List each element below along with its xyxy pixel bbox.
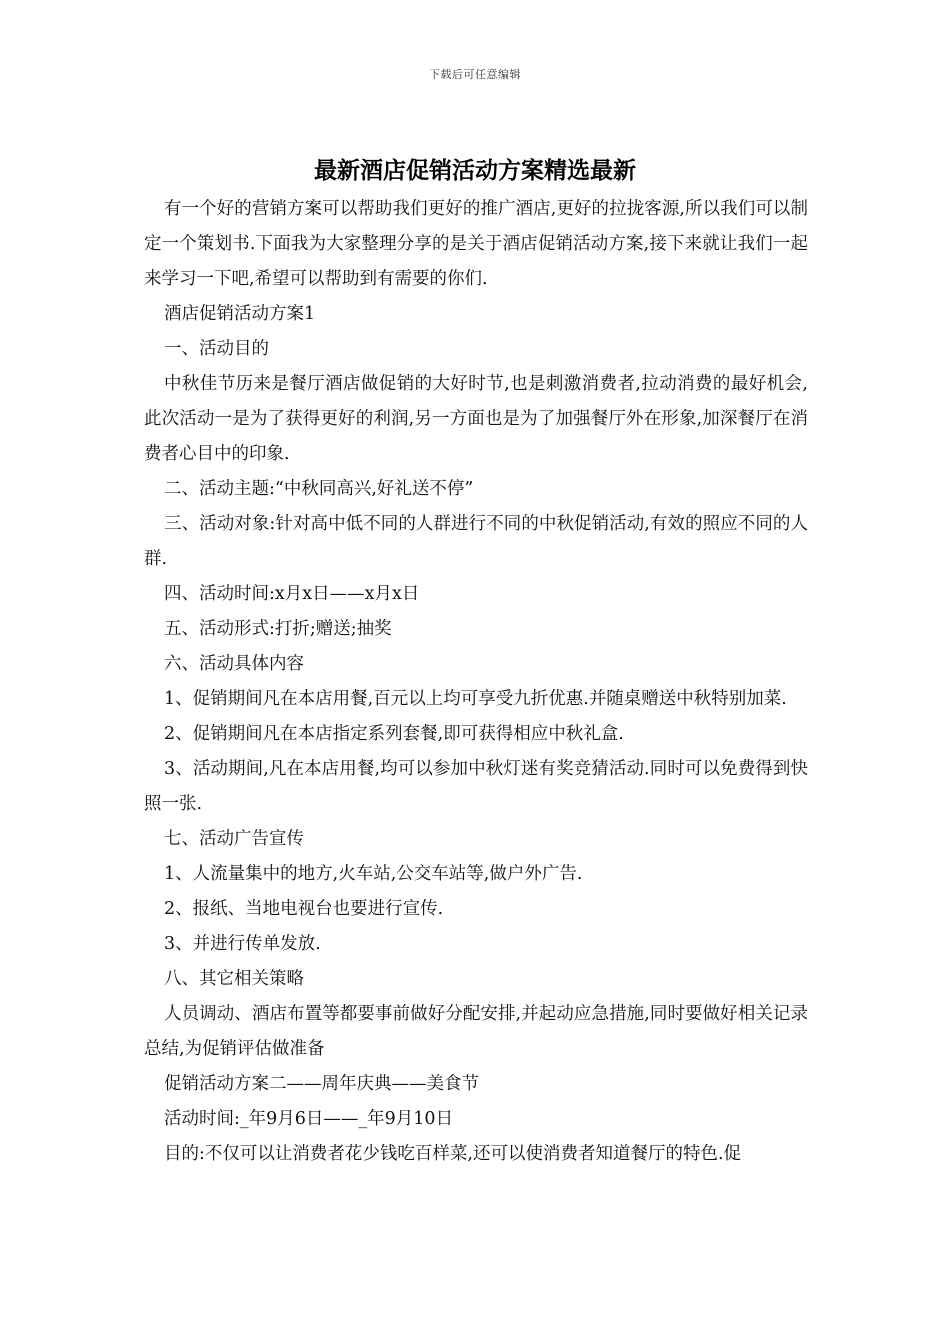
- paragraph: 五、活动形式:打折;赠送;抽奖: [164, 619, 392, 639]
- paragraph: 二、活动主题:“中秋同高兴,好礼送不停”: [164, 479, 474, 499]
- paragraph: 3、活动期间,凡在本店用餐,均可以参加中秋灯迷有奖竞猜活动.同时可以免费得到快照一张.: [144, 759, 808, 814]
- document-body: [144, 192, 808, 1172]
- paragraph: 活动时间:_年9月6日——_年9月10日: [164, 1109, 454, 1129]
- paragraph: 人员调动、酒店布置等都要事前做好分配安排,并起动应急措施,同时要做好相关记录总结,为促销评估做准备: [144, 1004, 808, 1059]
- paragraph: 1、人流量集中的地方,火车站,公交车站等,做户外广告.: [164, 864, 583, 884]
- paragraph: 促销活动方案二——周年庆典——美食节: [164, 1074, 479, 1094]
- paragraph: 八、其它相关策略: [164, 969, 304, 989]
- paragraph: 3、并进行传单发放.: [164, 934, 321, 954]
- paragraph: 1、促销期间凡在本店用餐,百元以上均可享受九折优惠.并随桌赠送中秋特别加菜.: [164, 689, 787, 709]
- paragraph: 目的:不仅可以让消费者花少钱吃百样菜,还可以使消费者知道餐厅的特色.促: [164, 1144, 742, 1164]
- paragraph: 2、促销期间凡在本店指定系列套餐,即可获得相应中秋礼盒.: [164, 724, 624, 744]
- paragraph: 酒店促销活动方案1: [164, 304, 316, 324]
- paragraph: 中秋佳节历来是餐厅酒店做促销的大好时节,也是刺激消费者,拉动消费的最好机会,此次活动一是为了获得更好的利润,另一方面也是为了加强餐厅外在形象,加深餐厅在消费者心目中的印象.: [144, 374, 808, 464]
- paragraph: 四、活动时间:x月x日——x月x日: [164, 584, 420, 604]
- paragraph: 三、活动对象:针对高中低不同的人群进行不同的中秋促销活动,有效的照应不同的人群.: [144, 514, 808, 569]
- paragraph: 一、活动目的: [164, 339, 269, 359]
- document-title: 最新酒店促销活动方案精选最新: [314, 157, 636, 184]
- paragraph: 2、报纸、当地电视台也要进行宣传.: [164, 899, 444, 919]
- paragraph: 六、活动具体内容: [164, 654, 304, 674]
- paragraph: 有一个好的营销方案可以帮助我们更好的推广酒店,更好的拉拢客源,所以我们可以制定一个策划书.下面我为大家整理分享的是关于酒店促销活动方案,接下来就让我们一起来学习一下吧,希望可以帮助到有需要的你们.: [144, 199, 808, 289]
- paragraph: 七、活动广告宣传: [164, 829, 304, 849]
- header-note: 下载后可任意编辑: [429, 68, 521, 81]
